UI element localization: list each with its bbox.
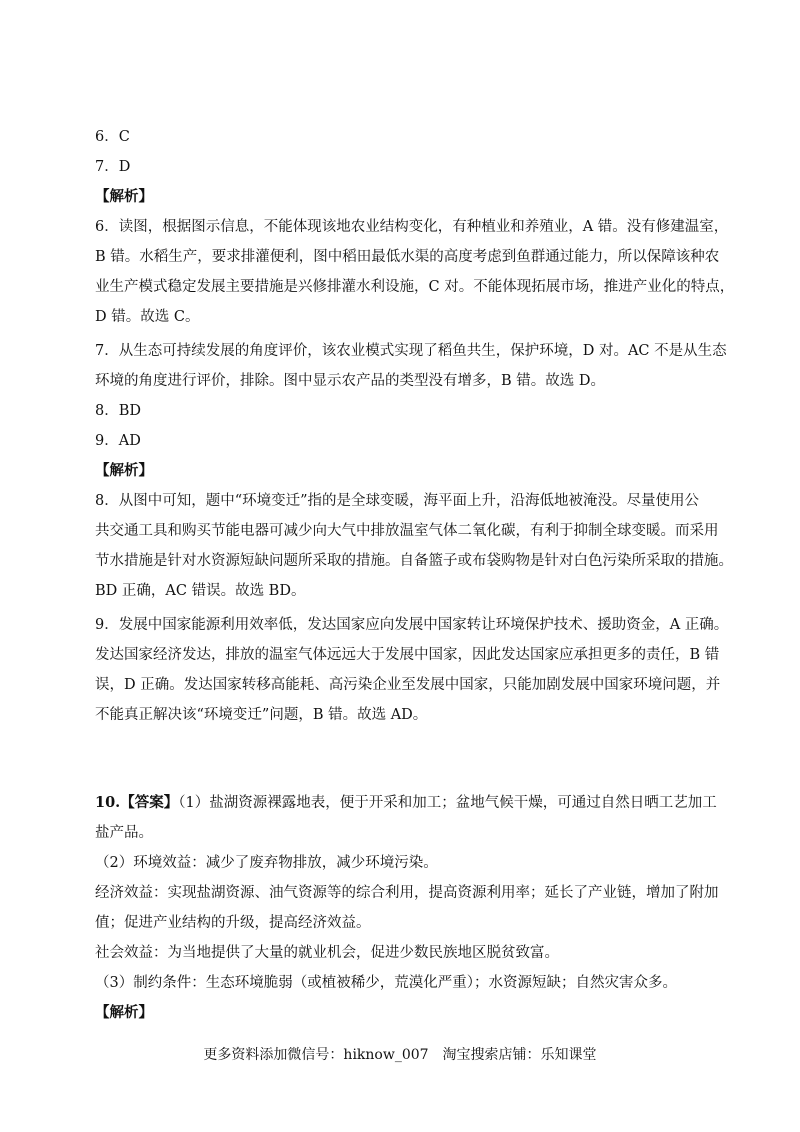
answer-10-label: 10.【答案】 [95,794,179,811]
answer-text-line: 社会效益：为当地提供了大量的就业机会，促进少数民族地区脱贫致富。 [95,945,559,961]
analysis-text-line: D 错。故选 C。 [95,309,200,325]
answer-10-text: （1）盐湖资源裸露地表，便于开采和加工；盆地气候干燥，可通过自然日晒工艺加工 [178,795,717,811]
analysis-text-line: 发达国家经济发达，排放的温室气体远远大于发展中国家，因此发达国家应承担更多的责任，B 错 [95,647,720,663]
answer-line-9: 9．AD [95,433,141,449]
analysis-text-line: 6．读图，根据图示信息，不能体现该地农业结构变化，有种植业和养殖业，A 错。没有修建温室， [95,219,729,235]
answer-line-6: 6．C [95,129,130,145]
analysis-text-line: 8．从图中可知，题中“环境变迁”指的是全球变暖，海平面上升，沿海低地被淹没。尽量使用公 [95,493,700,509]
analysis-text-line: 7．从生态可持续发展的角度评价，该农业模式实现了稻鱼共生，保护环境，D 对。AC 不是从生态 [95,343,727,359]
answer-text-line: 值；促进产业结构的升级，提高经济效益。 [95,915,371,931]
analysis-text-line: 共交通工具和购买节能电器可减少向大气中排放温室气体二氧化碳，有利于抑制全球变暖。而采用 [95,523,719,539]
analysis-text-line: B 错。水稻生产，要求排灌便利，图中稻田最低水渠的高度考虑到鱼群通过能力，所以保障该种农 [95,249,720,265]
answer-text-line: 盐产品。 [95,825,153,841]
analysis-heading-3: 【解析】 [95,1004,153,1021]
analysis-text-line: 不能真正解决该“环境变迁”问题，B 错。故选 AD。 [95,707,428,723]
analysis-text-line: 业生产模式稳定发展主要措施是兴修排灌水利设施，C 对。不能体现拓展市场，推进产业化的特点， [95,279,735,295]
analysis-text-line: 误，D 正确。发达国家转移高能耗、高污染企业至发展中国家，只能加剧发展中国家环境问题，并 [95,677,721,693]
analysis-text-line: 节水措施是针对水资源短缺问题所采取的措施。自备篮子或布袋购物是针对白色污染所采取的措施。 [95,553,733,569]
analysis-heading-2: 【解析】 [95,462,153,479]
answer-text-line: （3）制约条件：生态环境脆弱（或植被稀少，荒漠化严重）；水资源短缺；自然灾害众多。 [95,975,677,991]
analysis-text-line: 环境的角度进行评价，排除。图中显示农产品的类型没有增多，B 错。故选 D。 [95,373,605,389]
analysis-text-line: 9．发展中国家能源利用效率低，发达国家应向发展中国家转让环境保护技术、援助资金，A 正确。 [95,617,729,633]
answer-line-8: 8．BD [95,403,142,419]
answer-text-line: 经济效益：实现盐湖资源、油气资源等的综合利用，提高资源利用率；延长了产业链，增加了附加 [95,885,719,901]
page-footer: 更多资料添加微信号：hiknow_007 淘宝搜索店铺：乐知课堂 [203,1047,597,1063]
answer-10-line [95,793,715,813]
analysis-text-line: BD 正确，AC 错误。故选 BD。 [95,583,306,599]
analysis-heading-1: 【解析】 [95,188,153,205]
answer-text-line: （2）环境效益：减少了废弃物排放，减少环境污染。 [95,855,438,871]
answer-line-7: 7．D [95,159,131,175]
